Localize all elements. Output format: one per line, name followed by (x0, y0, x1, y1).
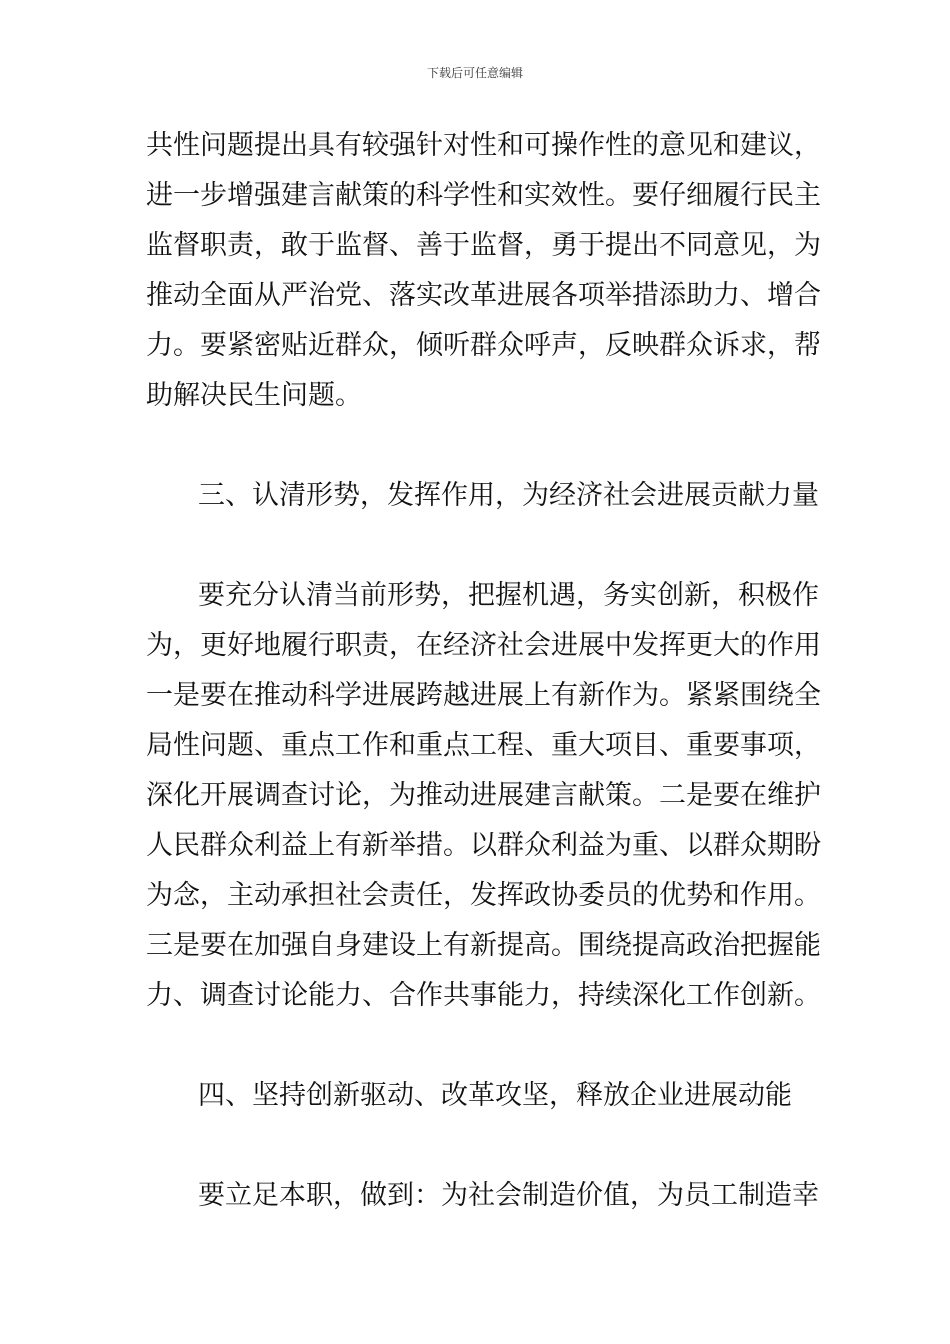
paragraph-line: 要充分认清当前形势，把握机遇，务实创新，积极作 (198, 580, 819, 611)
paragraph-line: 共性问题提出具有较强针对性和可操作性的意见和建议， (146, 130, 821, 161)
paragraph-line: 推动全面从严治党、落实改革进展各项举措添助力、增合 (146, 280, 821, 311)
paragraph-line: 监督职责，敢于监督、善于监督，勇于提出不同意见，为 (146, 230, 821, 261)
section-heading: 三、认清形势，发挥作用，为经济社会进展贡献力量 (198, 480, 819, 511)
paragraph-line: 一是要在推动科学进展跨越进展上有新作为。紧紧围绕全 (146, 680, 821, 711)
paragraph-line: 三是要在加强自身建设上有新提高。围绕提高政治把握能 (146, 930, 821, 961)
paragraph-line: 力。要紧密贴近群众，倾听群众呼声，反映群众诉求，帮 (146, 330, 821, 361)
paragraph-line: 要立足本职，做到：为社会制造价值，为员工制造幸 (198, 1180, 819, 1211)
paragraph-line: 局性问题、重点工作和重点工程、重大项目、重要事项， (146, 730, 821, 761)
paragraph-line: 为，更好地履行职责，在经济社会进展中发挥更大的作用 (146, 630, 821, 661)
paragraph-line: 助解决民生问题。 (146, 380, 362, 411)
section-heading: 四、坚持创新驱动、改革攻坚，释放企业进展动能 (198, 1080, 792, 1111)
paragraph-line: 为念，主动承担社会责任，发挥政协委员的优势和作用。 (146, 880, 821, 911)
paragraph-line: 进一步增强建言献策的科学性和实效性。要仔细履行民主 (146, 180, 821, 211)
paragraph-line: 深化开展调查讨论，为推动进展建言献策。二是要在维护 (146, 780, 821, 811)
page-header: 下载后可任意编辑 (426, 66, 523, 80)
paragraph-line: 人民群众利益上有新举措。以群众利益为重、以群众期盼 (146, 830, 821, 861)
paragraph-line: 力、调查讨论能力、合作共事能力，持续深化工作创新。 (146, 980, 821, 1011)
